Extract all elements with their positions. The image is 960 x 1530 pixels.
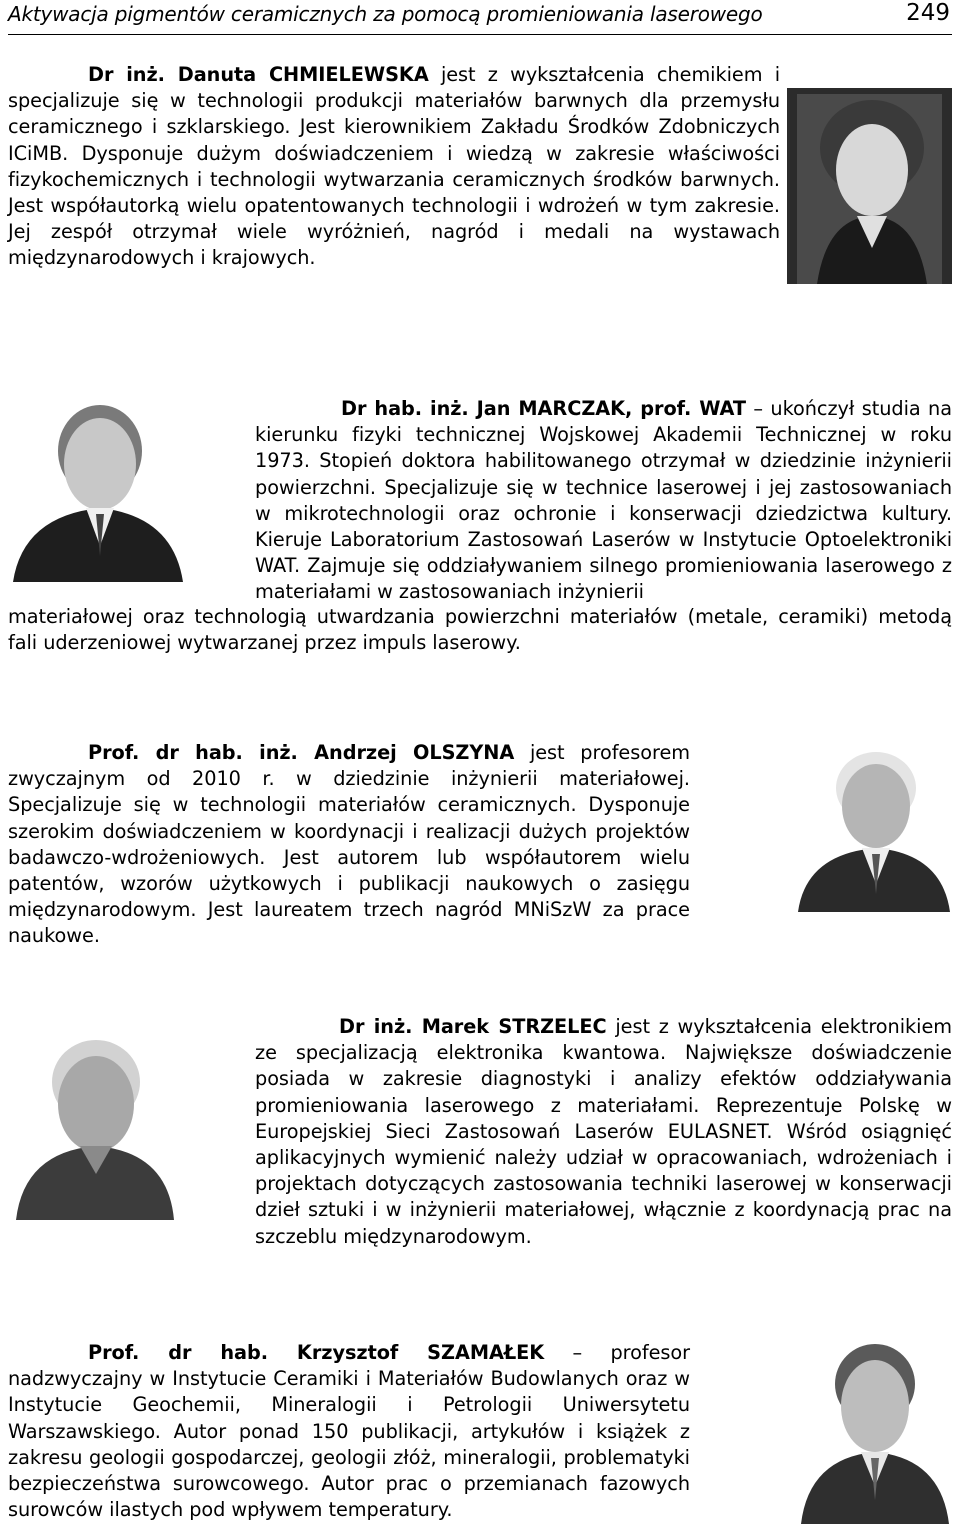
bio-text-continued: materiałowej oraz technologią utwardzania powierzchni materiałów (metale, ceramiki) metodą fali uderzeniowej wytwarzanej przez impuls laserowy.	[8, 605, 952, 655]
bio-text: – ukończył studia na kierunku fizyki technicznej Wojskowej Akademii Technicznej w roku 1973. Stopień doktora habilitowanego otrzymał w dziedzinie inżynierii powierzchni. Specjalizuje się w technice laserowej i jej zastosowaniach w mikrotechnologii oraz ochronie i konserwacji dziedzictwa kultury. Kieruje Laboratorium Zastosowań Laserów w Instytucie Optoelektroniki WAT. Zajmuje się oddziaływaniem silnego promieniowania laserowego z materiałami w zastosowaniach inżynierii	[255, 397, 952, 604]
bio-chmielewska	[8, 62, 780, 272]
bio-text: jest z wykształcenia elektronikiem ze specjalizacją elektronika kwantowa. Największe doświadczenie posiada w zakresie diagnostyki i analizy efektów oddziaływania promieniowania laserowego z materiałami. Reprezentuje Polskę w Europejskiej Sieci Zastosowań Laserów EULASNET. Wśród osiągnięć aplikacyjnych wymienić należy udział w opracowaniach, wdrożeniach i projektach dotyczących zastosowania techniki laserowej w konserwacji dzieł sztuki i w inżynierii materiałowej, włącznie z koordynacją prac na szczeblu międzynarodowym.	[255, 1015, 952, 1248]
running-header	[8, 0, 952, 35]
portrait-marczak-image	[8, 396, 186, 582]
bio-marczak	[255, 396, 952, 606]
bio-name: Prof. dr hab. Krzysztof SZAMAŁEK	[88, 1341, 545, 1364]
portrait-szamalek-image	[797, 1334, 952, 1524]
portrait-szamalek	[797, 1334, 952, 1524]
bio-name: Dr inż. Marek STRZELEC	[339, 1015, 607, 1038]
portrait-olszyna-image	[792, 744, 952, 912]
page-number: 249	[906, 0, 950, 26]
portrait-strzelec-image	[8, 1024, 176, 1220]
bio-text: jest z wykształcenia chemikiem i specjalizuje się w technologii produkcji materiałów barwnych dla przemysłu ceramicznego i szklarskiego. Jest kierownikiem Zakładu Środków Zdobniczych ICiMB. Dysponuje dużym doświadczeniem i wiedzą w zakresie właściwości fizykochemicznych i technologii wytwarzania ceramicznych środków barwnych. Jest współautorką wielu opatentowanych technologii i wdrożeń w tym zakresie. Jej zespół otrzymał wiele wyróżnień, nagród i medali na wystawach międzynarodowych i krajowych.	[8, 63, 780, 270]
bio-text: jest profesorem zwyczajnym od 2010 r. w dziedzinie inżynierii materiałowej. Specjalizuje się w technologii materiałów ceramicznych. Dysponuje szerokim doświadczeniem w koordynacji i realizacji dużych projektów badawczo-wdrożeniowych. Jest autorem lub współautorem wielu patentów, wzorów użytkowych i publikacji naukowych o zasięgu międzynarodowym. Jest laureatem trzech nagród MNiSzW za prace naukowe.	[8, 741, 690, 948]
bio-name: Dr hab. inż. Jan MARCZAK, prof. WAT	[341, 397, 747, 420]
portrait-strzelec	[8, 1024, 176, 1220]
portrait-olszyna	[792, 744, 952, 912]
portrait-marczak	[8, 396, 186, 582]
bio-name: Prof. dr hab. inż. Andrzej OLSZYNA	[88, 741, 515, 764]
portrait-chmielewska-image	[787, 88, 952, 284]
bio-olszyna	[8, 740, 690, 950]
bio-name: Dr inż. Danuta CHMIELEWSKA	[88, 63, 429, 86]
bio-text: – profesor nadzwyczajny w Instytucie Ceramiki i Materiałów Budowlanych oraz w Instytucie Geochemii, Mineralogii i Petrologii Uniwersytetu Warszawskiego. Autor ponad 150 publikacji, artykułów i książek z zakresu geologii gospodarczej, geologii złóż, mineralogii, problematyki bezpieczeństwa surowcowego. Autor prac o przemianach fazowych surowców ilastych pod wpływem temperatury.	[8, 1341, 691, 1522]
bio-strzelec	[255, 1014, 952, 1250]
bio-marczak-continued	[8, 604, 952, 656]
bio-szamalek	[8, 1340, 690, 1523]
portrait-chmielewska	[787, 88, 952, 284]
running-title: Aktywacja pigmentów ceramicznych za pomocą promieniowania laserowego	[8, 2, 763, 26]
